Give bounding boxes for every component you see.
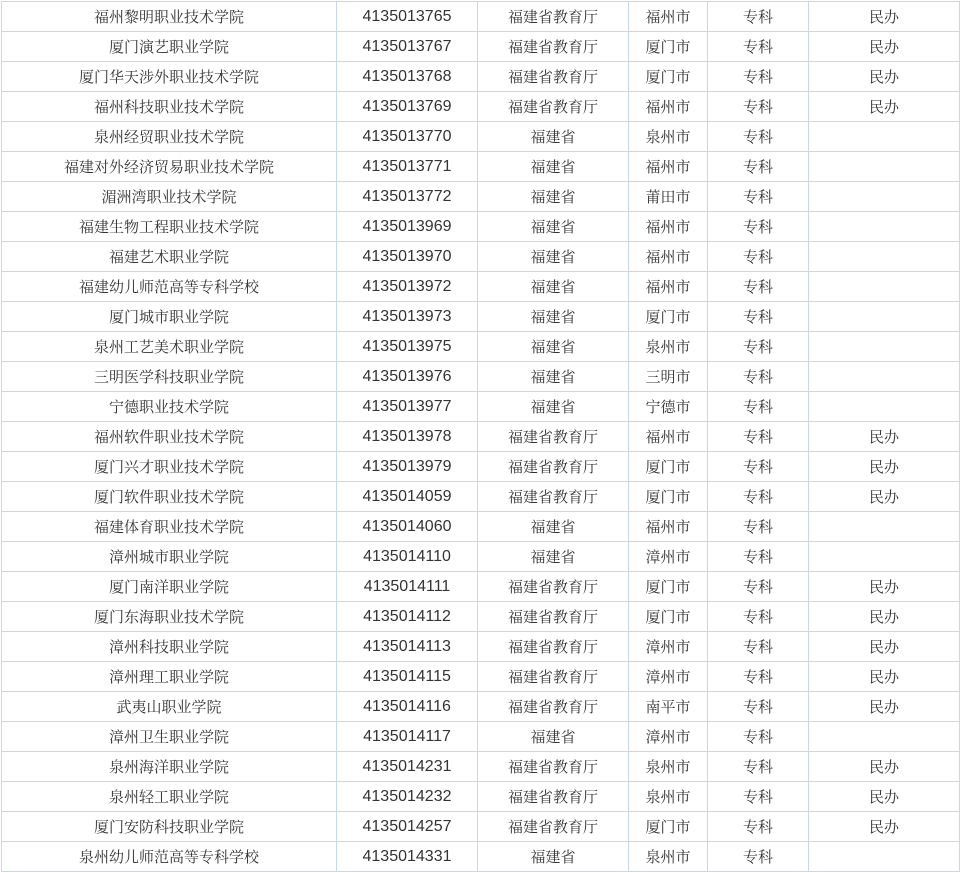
- city-cell: 漳州市: [629, 722, 708, 752]
- authority-cell: 福建省教育厅: [478, 2, 629, 32]
- ownership-cell: 民办: [809, 572, 960, 602]
- level-cell: 专科: [708, 722, 809, 752]
- school-code-cell: 4135013978: [337, 422, 478, 452]
- city-cell: 厦门市: [629, 62, 708, 92]
- authority-cell: 福建省教育厅: [478, 602, 629, 632]
- level-cell: 专科: [708, 62, 809, 92]
- table-row: [2, 62, 960, 92]
- level-cell: 专科: [708, 752, 809, 782]
- city-cell: 福州市: [629, 272, 708, 302]
- table-row: [2, 782, 960, 812]
- school-code-cell: 4135014257: [337, 812, 478, 842]
- school-name-cell: 泉州幼儿师范高等专科学校: [2, 842, 337, 872]
- level-cell: 专科: [708, 212, 809, 242]
- table-row: [2, 422, 960, 452]
- level-cell: 专科: [708, 92, 809, 122]
- school-name-cell: 福州黎明职业技术学院: [2, 2, 337, 32]
- authority-cell: 福建省: [478, 122, 629, 152]
- authority-cell: 福建省教育厅: [478, 32, 629, 62]
- ownership-cell: [809, 302, 960, 332]
- city-cell: 福州市: [629, 512, 708, 542]
- ownership-cell: [809, 362, 960, 392]
- authority-cell: 福建省教育厅: [478, 452, 629, 482]
- school-code-cell: 4135014111: [337, 572, 478, 602]
- school-name-cell: 厦门兴才职业技术学院: [2, 452, 337, 482]
- ownership-cell: 民办: [809, 602, 960, 632]
- table-row: [2, 362, 960, 392]
- school-code-cell: 4135013975: [337, 332, 478, 362]
- ownership-cell: 民办: [809, 812, 960, 842]
- table-row: [2, 752, 960, 782]
- authority-cell: 福建省教育厅: [478, 782, 629, 812]
- city-cell: 漳州市: [629, 632, 708, 662]
- ownership-cell: 民办: [809, 32, 960, 62]
- city-cell: 福州市: [629, 422, 708, 452]
- school-code-cell: 4135014115: [337, 662, 478, 692]
- school-name-cell: 厦门安防科技职业学院: [2, 812, 337, 842]
- city-cell: 泉州市: [629, 842, 708, 872]
- ownership-cell: 民办: [809, 62, 960, 92]
- authority-cell: 福建省: [478, 242, 629, 272]
- table-row: [2, 332, 960, 362]
- school-name-cell: 福州软件职业技术学院: [2, 422, 337, 452]
- school-code-cell: 4135014231: [337, 752, 478, 782]
- ownership-cell: [809, 332, 960, 362]
- level-cell: 专科: [708, 32, 809, 62]
- authority-cell: 福建省: [478, 212, 629, 242]
- city-cell: 厦门市: [629, 812, 708, 842]
- table-row: [2, 152, 960, 182]
- level-cell: 专科: [708, 452, 809, 482]
- school-code-cell: 4135014060: [337, 512, 478, 542]
- table-row: [2, 842, 960, 872]
- city-cell: 厦门市: [629, 482, 708, 512]
- level-cell: 专科: [708, 542, 809, 572]
- school-code-cell: 4135013969: [337, 212, 478, 242]
- table-row: [2, 482, 960, 512]
- ownership-cell: [809, 542, 960, 572]
- level-cell: 专科: [708, 2, 809, 32]
- ownership-cell: [809, 122, 960, 152]
- city-cell: 厦门市: [629, 602, 708, 632]
- school-name-cell: 厦门东海职业技术学院: [2, 602, 337, 632]
- ownership-cell: [809, 242, 960, 272]
- school-name-cell: 福建生物工程职业技术学院: [2, 212, 337, 242]
- school-code-cell: 4135013977: [337, 392, 478, 422]
- authority-cell: 福建省教育厅: [478, 62, 629, 92]
- school-code-cell: 4135013768: [337, 62, 478, 92]
- authority-cell: 福建省: [478, 392, 629, 422]
- school-name-cell: 厦门城市职业学院: [2, 302, 337, 332]
- school-name-cell: 漳州科技职业学院: [2, 632, 337, 662]
- city-cell: 漳州市: [629, 542, 708, 572]
- level-cell: 专科: [708, 182, 809, 212]
- school-name-cell: 福建幼儿师范高等专科学校: [2, 272, 337, 302]
- ownership-cell: [809, 212, 960, 242]
- ownership-cell: 民办: [809, 422, 960, 452]
- school-code-cell: 4135014059: [337, 482, 478, 512]
- level-cell: 专科: [708, 782, 809, 812]
- table-row: [2, 692, 960, 722]
- school-name-cell: 泉州海洋职业学院: [2, 752, 337, 782]
- table-row: [2, 2, 960, 32]
- authority-cell: 福建省教育厅: [478, 662, 629, 692]
- level-cell: 专科: [708, 512, 809, 542]
- level-cell: 专科: [708, 122, 809, 152]
- ownership-cell: 民办: [809, 752, 960, 782]
- school-name-cell: 厦门南洋职业学院: [2, 572, 337, 602]
- level-cell: 专科: [708, 662, 809, 692]
- level-cell: 专科: [708, 152, 809, 182]
- city-cell: 福州市: [629, 2, 708, 32]
- city-cell: 漳州市: [629, 662, 708, 692]
- level-cell: 专科: [708, 302, 809, 332]
- level-cell: 专科: [708, 332, 809, 362]
- level-cell: 专科: [708, 242, 809, 272]
- table-row: [2, 182, 960, 212]
- table-row: [2, 542, 960, 572]
- level-cell: 专科: [708, 482, 809, 512]
- school-name-cell: 泉州经贸职业技术学院: [2, 122, 337, 152]
- school-name-cell: 漳州城市职业学院: [2, 542, 337, 572]
- ownership-cell: 民办: [809, 782, 960, 812]
- authority-cell: 福建省教育厅: [478, 422, 629, 452]
- table-row: [2, 242, 960, 272]
- table-row: [2, 512, 960, 542]
- table-row: [2, 722, 960, 752]
- ownership-cell: 民办: [809, 692, 960, 722]
- city-cell: 厦门市: [629, 572, 708, 602]
- school-code-cell: 4135013769: [337, 92, 478, 122]
- school-code-cell: 4135013979: [337, 452, 478, 482]
- authority-cell: 福建省: [478, 542, 629, 572]
- ownership-cell: [809, 722, 960, 752]
- authority-cell: 福建省: [478, 152, 629, 182]
- level-cell: 专科: [708, 362, 809, 392]
- school-code-cell: 4135014112: [337, 602, 478, 632]
- city-cell: 福州市: [629, 152, 708, 182]
- authority-cell: 福建省: [478, 722, 629, 752]
- school-code-cell: 4135013771: [337, 152, 478, 182]
- authority-cell: 福建省教育厅: [478, 572, 629, 602]
- school-code-cell: 4135014331: [337, 842, 478, 872]
- ownership-cell: 民办: [809, 2, 960, 32]
- school-name-cell: 武夷山职业学院: [2, 692, 337, 722]
- ownership-cell: [809, 182, 960, 212]
- table-row: [2, 662, 960, 692]
- school-code-cell: 4135014116: [337, 692, 478, 722]
- ownership-cell: 民办: [809, 632, 960, 662]
- school-code-cell: 4135013772: [337, 182, 478, 212]
- ownership-cell: 民办: [809, 662, 960, 692]
- level-cell: 专科: [708, 692, 809, 722]
- table-row: [2, 392, 960, 422]
- table-row: [2, 212, 960, 242]
- level-cell: 专科: [708, 632, 809, 662]
- school-name-cell: 福建艺术职业学院: [2, 242, 337, 272]
- authority-cell: 福建省教育厅: [478, 632, 629, 662]
- ownership-cell: [809, 152, 960, 182]
- table-row: [2, 812, 960, 842]
- city-cell: 莆田市: [629, 182, 708, 212]
- ownership-cell: [809, 512, 960, 542]
- level-cell: 专科: [708, 572, 809, 602]
- school-code-cell: 4135013972: [337, 272, 478, 302]
- school-name-cell: 宁德职业技术学院: [2, 392, 337, 422]
- ownership-cell: 民办: [809, 92, 960, 122]
- city-cell: 厦门市: [629, 302, 708, 332]
- authority-cell: 福建省教育厅: [478, 812, 629, 842]
- school-name-cell: 湄洲湾职业技术学院: [2, 182, 337, 212]
- table-row: [2, 602, 960, 632]
- level-cell: 专科: [708, 842, 809, 872]
- school-code-cell: 4135013770: [337, 122, 478, 152]
- level-cell: 专科: [708, 602, 809, 632]
- table-row: [2, 122, 960, 152]
- school-code-cell: 4135014117: [337, 722, 478, 752]
- city-cell: 泉州市: [629, 752, 708, 782]
- school-code-cell: 4135014110: [337, 542, 478, 572]
- school-code-cell: 4135013767: [337, 32, 478, 62]
- level-cell: 专科: [708, 812, 809, 842]
- city-cell: 宁德市: [629, 392, 708, 422]
- authority-cell: 福建省教育厅: [478, 692, 629, 722]
- school-name-cell: 泉州轻工职业学院: [2, 782, 337, 812]
- table-row: [2, 632, 960, 662]
- school-name-cell: 厦门华天涉外职业技术学院: [2, 62, 337, 92]
- city-cell: 泉州市: [629, 332, 708, 362]
- school-code-cell: 4135014113: [337, 632, 478, 662]
- authority-cell: 福建省教育厅: [478, 482, 629, 512]
- authority-cell: 福建省教育厅: [478, 92, 629, 122]
- authority-cell: 福建省: [478, 512, 629, 542]
- table-row: [2, 572, 960, 602]
- school-code-cell: 4135014232: [337, 782, 478, 812]
- school-name-cell: 厦门软件职业技术学院: [2, 482, 337, 512]
- school-name-cell: 福州科技职业技术学院: [2, 92, 337, 122]
- school-code-cell: 4135013765: [337, 2, 478, 32]
- school-name-cell: 厦门演艺职业学院: [2, 32, 337, 62]
- school-code-cell: 4135013976: [337, 362, 478, 392]
- ownership-cell: [809, 842, 960, 872]
- city-cell: 福州市: [629, 92, 708, 122]
- city-cell: 南平市: [629, 692, 708, 722]
- school-name-cell: 漳州卫生职业学院: [2, 722, 337, 752]
- ownership-cell: [809, 392, 960, 422]
- table-row: [2, 302, 960, 332]
- authority-cell: 福建省: [478, 362, 629, 392]
- table-row: [2, 92, 960, 122]
- table-row: [2, 452, 960, 482]
- ownership-cell: 民办: [809, 452, 960, 482]
- school-code-cell: 4135013970: [337, 242, 478, 272]
- level-cell: 专科: [708, 422, 809, 452]
- ownership-cell: 民办: [809, 482, 960, 512]
- city-cell: 三明市: [629, 362, 708, 392]
- city-cell: 厦门市: [629, 452, 708, 482]
- authority-cell: 福建省: [478, 302, 629, 332]
- level-cell: 专科: [708, 392, 809, 422]
- table-row: [2, 272, 960, 302]
- school-name-cell: 漳州理工职业学院: [2, 662, 337, 692]
- schools-table: [1, 1, 960, 872]
- city-cell: 福州市: [629, 242, 708, 272]
- city-cell: 福州市: [629, 212, 708, 242]
- school-name-cell: 三明医学科技职业学院: [2, 362, 337, 392]
- table-body: [2, 2, 960, 872]
- authority-cell: 福建省: [478, 842, 629, 872]
- school-name-cell: 泉州工艺美术职业学院: [2, 332, 337, 362]
- city-cell: 厦门市: [629, 32, 708, 62]
- city-cell: 泉州市: [629, 782, 708, 812]
- school-name-cell: 福建体育职业技术学院: [2, 512, 337, 542]
- city-cell: 泉州市: [629, 122, 708, 152]
- ownership-cell: [809, 272, 960, 302]
- table-row: [2, 32, 960, 62]
- school-code-cell: 4135013973: [337, 302, 478, 332]
- authority-cell: 福建省: [478, 332, 629, 362]
- authority-cell: 福建省教育厅: [478, 752, 629, 782]
- level-cell: 专科: [708, 272, 809, 302]
- authority-cell: 福建省: [478, 272, 629, 302]
- school-name-cell: 福建对外经济贸易职业技术学院: [2, 152, 337, 182]
- authority-cell: 福建省: [478, 182, 629, 212]
